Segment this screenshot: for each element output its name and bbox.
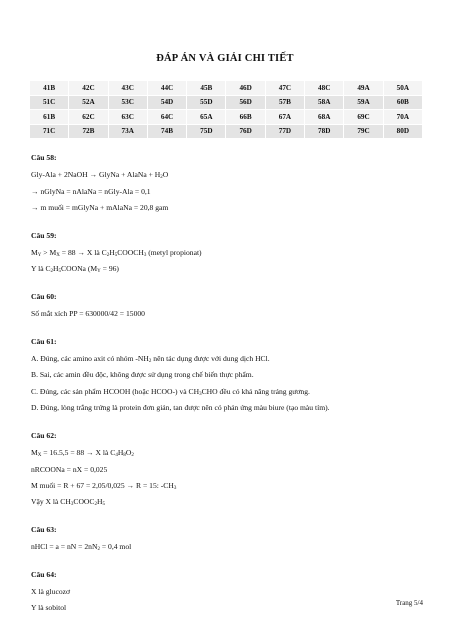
question-58 [31, 151, 426, 215]
answer-cell: 66B [226, 110, 265, 125]
answer-cell: 50A [383, 81, 422, 96]
answer-cell: 53C [108, 95, 147, 110]
answer-cell: 70A [383, 110, 422, 125]
answer-cell: 58A [305, 95, 344, 110]
question-62 [31, 429, 426, 509]
answer-cell: 78D [305, 124, 344, 139]
solution-line: Y là $C_2H_5COONa$ $(M_Y = 96)$ [31, 264, 119, 275]
solution-line: $M_X = 16.5,5 = 88 \to X$ là $C_4H_8O_2$ [31, 448, 134, 459]
answer-cell: 77D [265, 124, 304, 139]
answer-cell: 67A [265, 110, 304, 125]
question-heading: Câu 63: [31, 524, 57, 534]
solution-line: nHCl = a = nN = $2nN_2 = 0,4$ mol [31, 542, 132, 553]
solution-line: A. Đúng, các amino axit có nhóm $-NH_2$ nên tác dụng được với dung dịch HCl. [31, 354, 270, 365]
answer-cell: 44C [147, 81, 186, 96]
answer-cell: 49A [344, 81, 383, 96]
answer-cell: 52A [69, 95, 108, 110]
question-heading: Câu 58: [31, 153, 57, 162]
question-61 [31, 335, 426, 415]
answer-cell: 68A [305, 110, 344, 125]
page-number: Trang 5/4 [395, 599, 423, 607]
question-heading: Câu 64: [31, 569, 57, 579]
answer-row [30, 110, 423, 125]
answer-cell: 69C [344, 110, 383, 125]
solution-line: Gly-Ala + 2NaOH → GlyNa + AlaNa + $H_2O$ [31, 170, 169, 181]
solution-line: Số mắt xích PP = 630000/42 = 15000 [31, 309, 145, 319]
solution-line: X là glucozơ [31, 586, 71, 596]
solution-line: Vậy X là $CH_3COOC_2H_5$ [31, 497, 105, 508]
answer-cell: 48C [305, 81, 344, 96]
answer-cell: 47C [265, 81, 304, 96]
question-60 [31, 290, 426, 321]
answer-row [30, 95, 423, 110]
answer-cell: 55D [187, 95, 226, 110]
answer-cell: 73A [108, 124, 147, 139]
solution-line: $M_Y > M_X = 88 \to X$ là $C_2H_5COOCH_3$ (metyl propionat) [31, 248, 202, 259]
question-heading: Câu 61: [31, 336, 57, 346]
answer-cell: 60B [383, 95, 422, 110]
answer-row [30, 81, 423, 96]
answer-cell: 46D [226, 81, 265, 96]
answer-cell: 61B [30, 110, 69, 125]
answer-cell: 59A [344, 95, 383, 110]
answer-cell: 71C [30, 124, 69, 139]
answer-cell: 41B [30, 81, 69, 96]
solution-line: → m muối = mGlyNa + mAlaNa = 20,8 gam [31, 203, 169, 213]
answer-cell: 57B [265, 95, 304, 110]
answer-cell: 79C [344, 124, 383, 139]
question-heading: Câu 59: [31, 230, 57, 240]
solution-line: M muối = R + 67 = 2,05/0,025 → R = 15: $-CH_3$ [31, 480, 177, 491]
answer-row [30, 124, 423, 139]
answer-cell: 72B [69, 124, 108, 139]
answer-cell: 74B [147, 124, 186, 139]
answer-cell: 80D [383, 124, 422, 139]
question-59 [31, 229, 426, 276]
answer-cell: 65A [187, 110, 226, 125]
solution-line: Y là sobitol [31, 603, 67, 613]
solution-line: B. Sai, các amin đều độc, không được sử dụng trong chế biến thực phẩm. [31, 370, 254, 380]
solution-line: nRCOONa = nX = 0,025 [31, 464, 108, 474]
question-63 [31, 523, 426, 554]
answer-cell: 43C [108, 81, 147, 96]
answer-cell: 45B [187, 81, 226, 96]
page-title: ĐÁP ÁN VÀ GIẢI CHI TIẾT [156, 53, 294, 64]
answer-cell: 75D [187, 124, 226, 139]
answer-cell: 56D [226, 95, 265, 110]
answer-cell: 42C [69, 81, 108, 96]
question-heading: Câu 60: [31, 291, 57, 301]
answer-cell: 63C [108, 110, 147, 125]
answer-cell: 62C [69, 110, 108, 125]
solution-line: C. Đúng, các sản phẩm HCOOH (hoặc HCOO-) và $CH_3CHO$ đều có khả năng tráng gương. [31, 386, 310, 397]
answer-table [29, 80, 423, 139]
question-64 [31, 568, 426, 615]
question-heading: Câu 62: [31, 430, 57, 440]
solution-line: → nGlyNa = nAlaNa = nGly-Ala = 0,1 [31, 186, 151, 196]
answer-cell: 76D [226, 124, 265, 139]
answer-cell: 51C [30, 95, 69, 110]
answer-cell: 54D [147, 95, 186, 110]
solutions [31, 151, 426, 618]
answer-cell: 64C [147, 110, 186, 125]
solution-line: D. Đúng, lòng trắng trứng là protein đơn giản, tan được nên có phản ứng màu biure (tạo màu tím). [31, 403, 330, 413]
